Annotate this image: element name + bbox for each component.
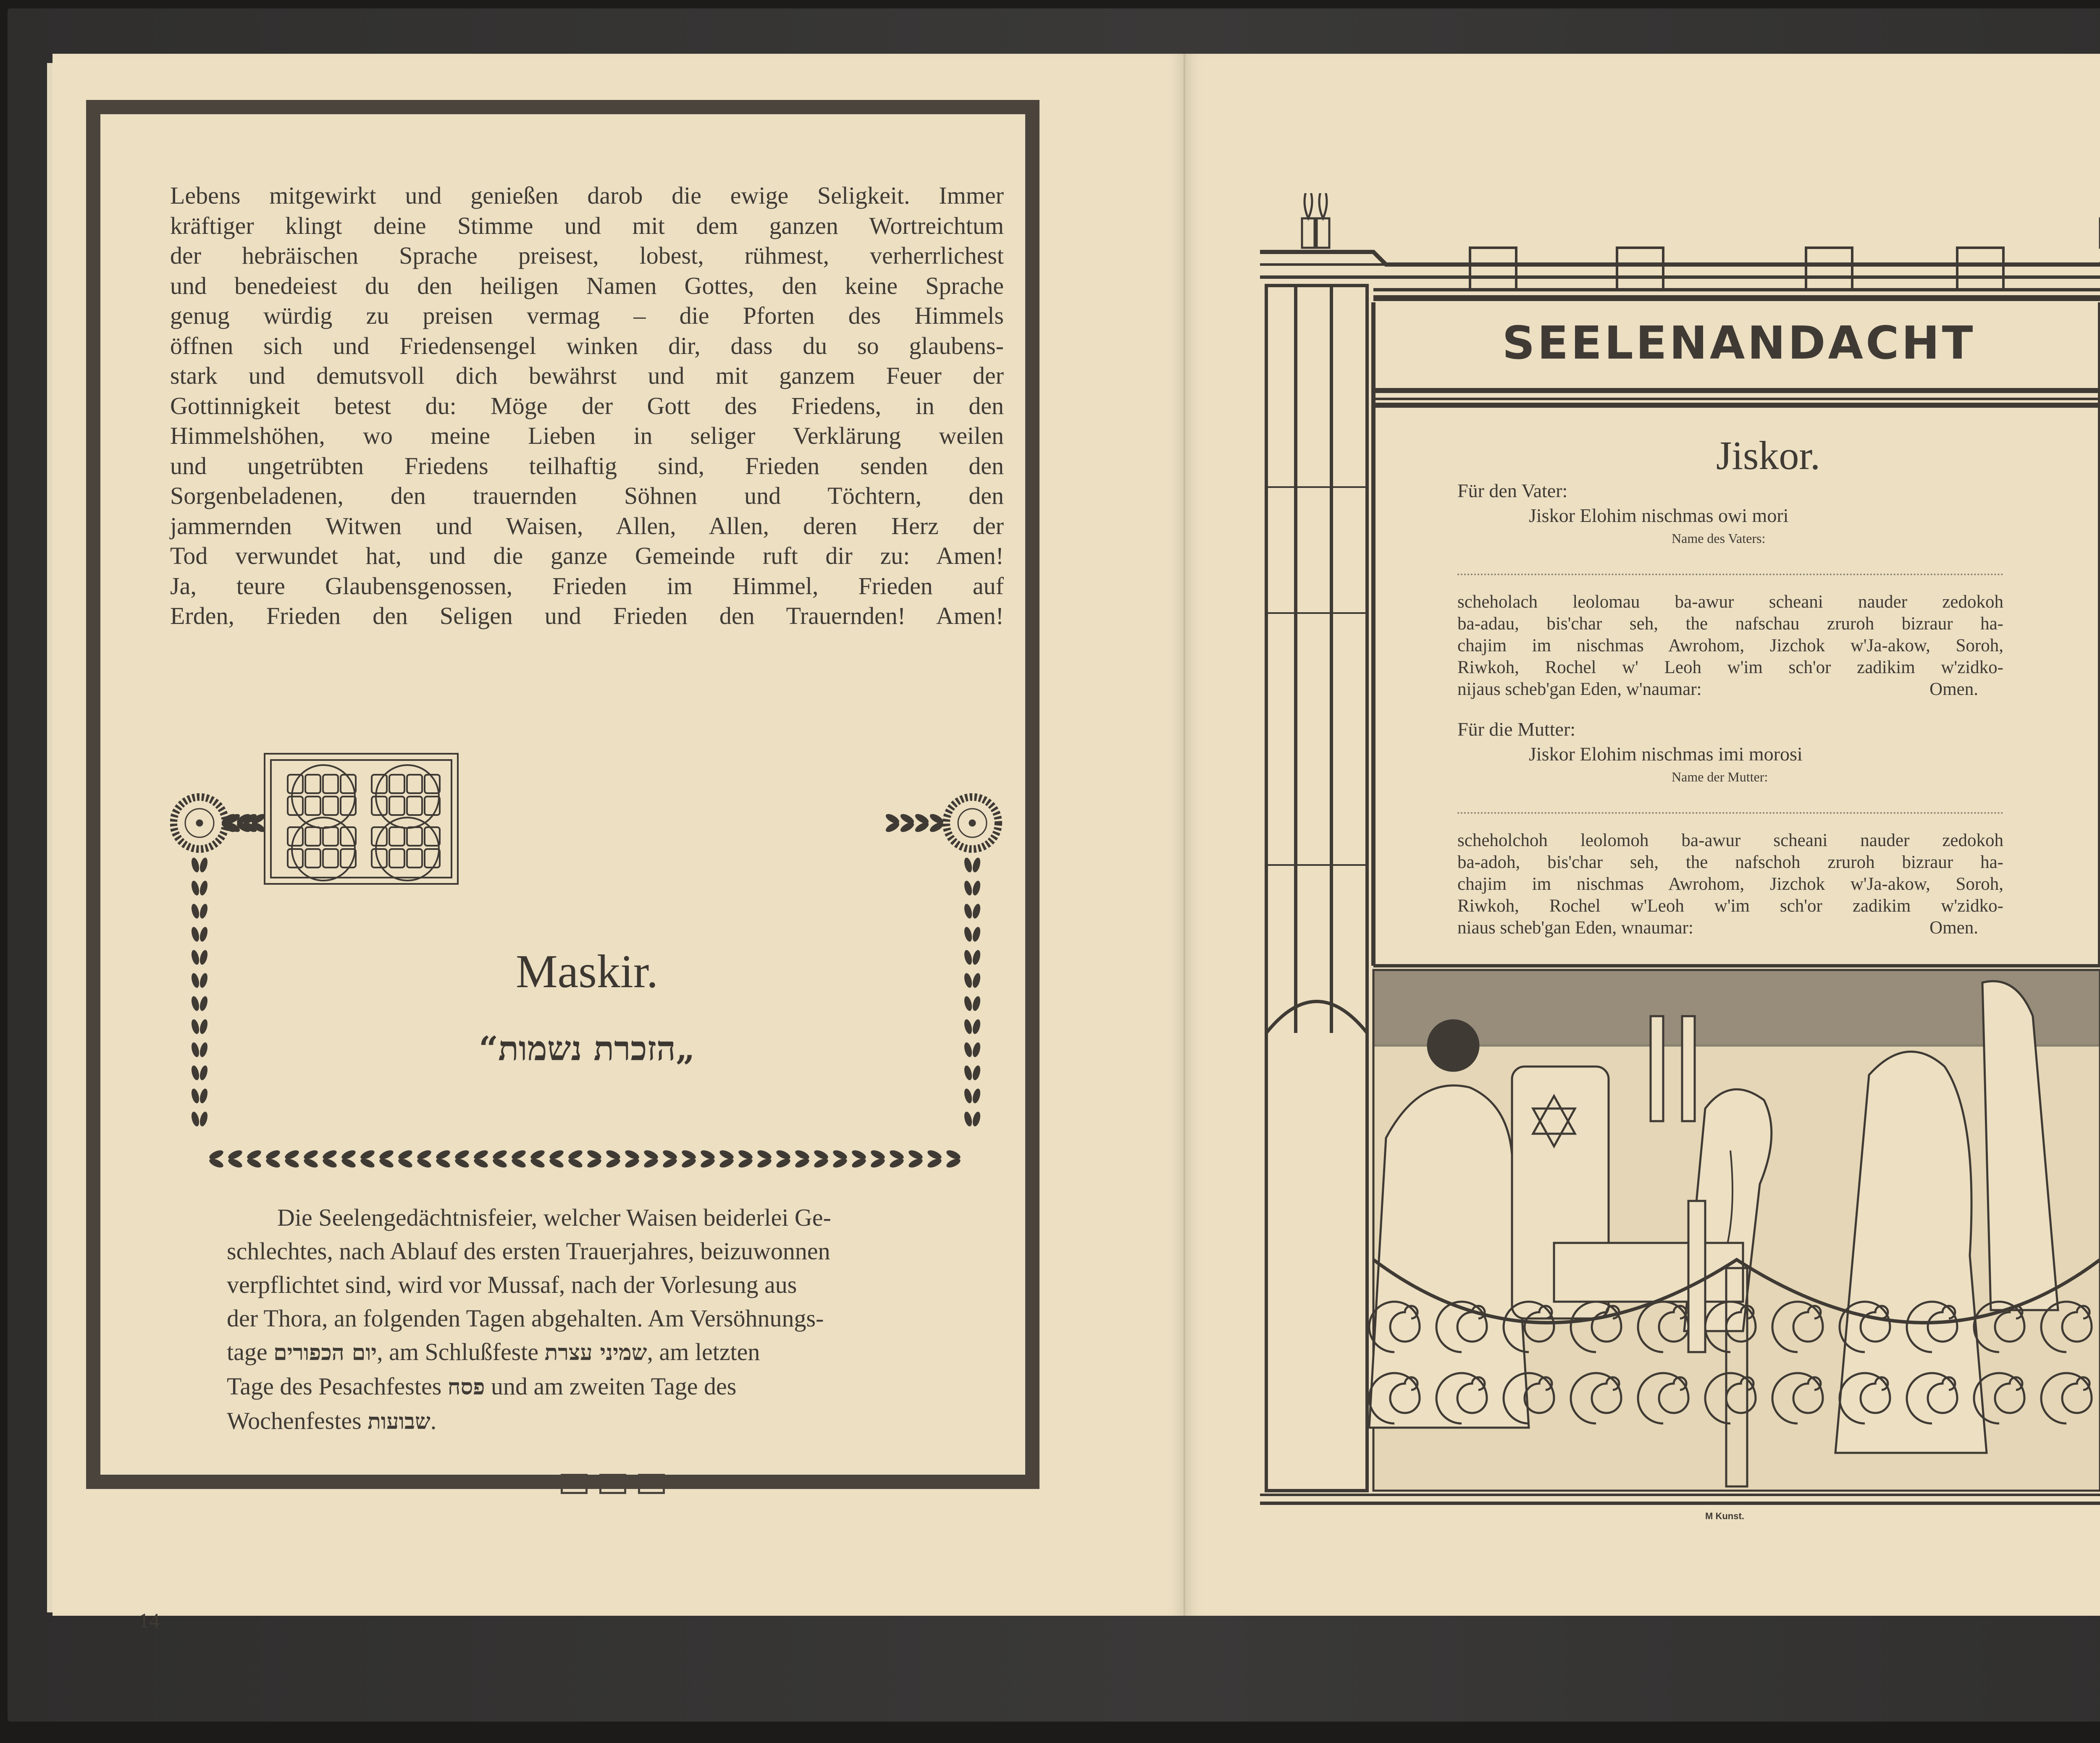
father-formula: Jiskor Elohim nischmas owi mori (1529, 505, 1789, 526)
page-edge-left (47, 63, 53, 1612)
prayer-line: niaus scheb'gan Eden, wnaumar: (1457, 918, 1693, 938)
leaf-icon (971, 1111, 982, 1127)
prayer-line: Tod verwundet hat, und die ganze Gemeinde ruft dir zu: Amen! (170, 542, 1004, 569)
seelenandacht-title: SEELENANDACHT (1502, 317, 1976, 370)
lattice-panel-icon (265, 754, 458, 884)
mother-name-hint: Name der Mutter: (1672, 769, 1768, 784)
father-prayer-paragraph (1457, 591, 2003, 700)
leaf-icon (190, 857, 201, 873)
leaf-icon (971, 880, 982, 896)
leaf-icon (963, 880, 974, 896)
leaf-icon (199, 880, 209, 896)
leaf-icon (963, 903, 974, 920)
leaf-icon (190, 903, 201, 920)
body-line: verpflichtet sind, wird vor Mussaf, nach der Vorlesung aus (227, 1271, 797, 1298)
body-text: Wochenfestes (227, 1407, 368, 1434)
leaf-icon (963, 1111, 974, 1127)
father-name-blank[interactable] (1457, 574, 2003, 575)
page-number-left: 14 (139, 1609, 160, 1632)
body-text: tage (227, 1338, 274, 1366)
rosette-left-icon (173, 797, 226, 849)
prayer-line: Erden, Frieden den Seligen und Frieden den Trauernden! Amen! (170, 602, 1004, 629)
leaf-icon (199, 1088, 209, 1104)
body-text: , am Schlußfeste (377, 1338, 545, 1366)
leaf-icon (971, 903, 982, 920)
prayer-line: und ungetrübten Friedens teilhaftig sind, Frieden senden den (170, 452, 1004, 480)
hebrew-shemini-atzeret: שמיני עצרת (544, 1340, 647, 1366)
maskir-title: Maskir. (515, 946, 659, 998)
body-text: . (430, 1407, 437, 1434)
leaf-icon (963, 926, 974, 943)
leaf-icon (190, 1088, 201, 1104)
hebrew-shavuot: שבועות (368, 1409, 430, 1434)
body-line: schlechtes, nach Ablauf des ersten Trauerjahres, beizuwonnen (227, 1237, 830, 1265)
leaf-icon (971, 926, 982, 943)
leaf-icon (190, 1111, 201, 1127)
amen-text: Omen. (1929, 679, 1978, 699)
jiskor-heading: Jiskor. (1716, 433, 1821, 478)
candles-left-icon (1302, 193, 1329, 248)
column-left (1266, 286, 1367, 1491)
section-end-dingbats (561, 1474, 665, 1494)
father-label: Für den Vater: (1457, 480, 1568, 501)
leaf-icon (190, 926, 201, 943)
prayer-line: jammernden Witwen und Waisen, Allen, Allen, deren Herz der (170, 512, 1004, 540)
maskir-hebrew-subtitle: „הזכרת נשמות“ (479, 1029, 695, 1068)
prayer-line: der hebräischen Sprache preisest, lobest, rühmest, verherrlichest (170, 242, 1004, 269)
maskir-description (227, 1201, 1002, 1439)
prayer-line: Gottinnigkeit betest du: Möge der Gott des Friedens, in den (170, 392, 1004, 419)
dingbat-icon (599, 1474, 626, 1494)
mother-name-blank[interactable] (1457, 812, 2003, 814)
prayer-line: genug würdig zu preisen vermag – die Pforten des Himmels (170, 302, 1004, 329)
prayer-line: Himmelshöhen, wo meine Lieben in seliger Verklärung weilen (170, 422, 1004, 449)
prayer-line: scheholach leolomau ba-awur scheani nauder zedokoh (1457, 592, 2003, 612)
jiskor-prayer (1457, 432, 2033, 939)
leaf-icon (199, 926, 209, 943)
leaf-icon (963, 1088, 974, 1104)
prayer-line: chajim im nischmas Awrohom, Jizchok w'Ja-akow, Soroh, (1457, 874, 2003, 894)
leaf-icon (963, 857, 974, 873)
mother-label: Für die Mutter: (1457, 718, 1576, 740)
prayer-line: stark und demutsvoll dich bewährst und mit ganzem Feuer der (170, 362, 1004, 389)
maskir-ornament (170, 743, 1004, 1184)
hebrew-yom-kippur: יום הכפורים (273, 1340, 377, 1366)
father-name-hint: Name des Vaters: (1672, 531, 1766, 546)
prayer-line: Lebens mitgewirkt und genießen darob die ewige Seligkeit. Immer (170, 182, 1004, 209)
hebrew-pesach: פסח (447, 1374, 485, 1400)
mother-formula: Jiskor Elohim nischmas imi morosi (1529, 743, 1803, 765)
dingbat-icon (561, 1474, 588, 1494)
leaf-icon (199, 857, 209, 873)
prayer-line: ba-adau, bis'char seh, the nafschau zruroh bizraur ha- (1457, 614, 2003, 634)
rosette-right-icon (946, 797, 998, 849)
prayer-line: nijaus scheb'gan Eden, w'naumar: (1457, 679, 1702, 699)
prayer-line: kräftiger klingt deine Stimme und mit dem ganzen Wortreichtum (170, 212, 1004, 239)
leaf-icon (199, 1111, 209, 1127)
prayer-last-line (1457, 679, 2003, 700)
amen-text: Omen. (1929, 918, 1978, 938)
leaf-icon (971, 1088, 982, 1104)
dingbat-icon (638, 1474, 665, 1494)
prayer-line: Sorgenbeladenen, den trauernden Söhnen und Töchtern, den (170, 482, 1004, 509)
prayer-text (170, 181, 1004, 631)
body-text: und am zweiten Tage des (485, 1373, 737, 1400)
prayer-line: Riwkoh, Rochel w'Leoh w'im sch'or zadikim w'zidko- (1457, 896, 2003, 916)
mother-prayer-paragraph (1457, 830, 2003, 939)
leaf-icon (190, 880, 201, 896)
body-text: Tage des Pesachfestes (227, 1373, 448, 1400)
prayer-line: ba-adoh, bis'char seh, the nafschoh zruroh bizraur ha- (1457, 852, 2003, 872)
prayer-last-line (1457, 917, 2003, 939)
prayer-line: und benedeiest du den heiligen Namen Gottes, den keine Sprache (170, 272, 1004, 299)
body-text: , am letzten (647, 1338, 760, 1366)
body-line: der Thora, an folgenden Tagen abgehalten. Am Versöhnungs- (227, 1305, 824, 1332)
leaf-icon (199, 903, 209, 920)
cornice (1260, 248, 2100, 298)
body-line: Die Seelengedächtnisfeier, welcher Waisen beiderlei Ge- (277, 1204, 831, 1231)
artist-signature: M Kunst. (1705, 1511, 1744, 1521)
prayer-line: Ja, teure Glaubensgenossen, Frieden im Himmel, Frieden auf (170, 572, 1004, 600)
prayer-line: chajim im nischmas Awrohom, Jizchok w'Ja-akow, Soroh, (1457, 636, 2003, 655)
prayer-line: öffnen sich und Friedensengel winken dir, dass du so glaubens- (170, 332, 1004, 359)
prayer-line: Riwkoh, Rochel w' Leoh w'im sch'or zadikim w'zidko- (1457, 658, 2003, 677)
leaf-icon (971, 857, 982, 873)
prayer-line: scheholchoh leolomoh ba-awur scheani nauder zedokoh (1457, 831, 2003, 850)
